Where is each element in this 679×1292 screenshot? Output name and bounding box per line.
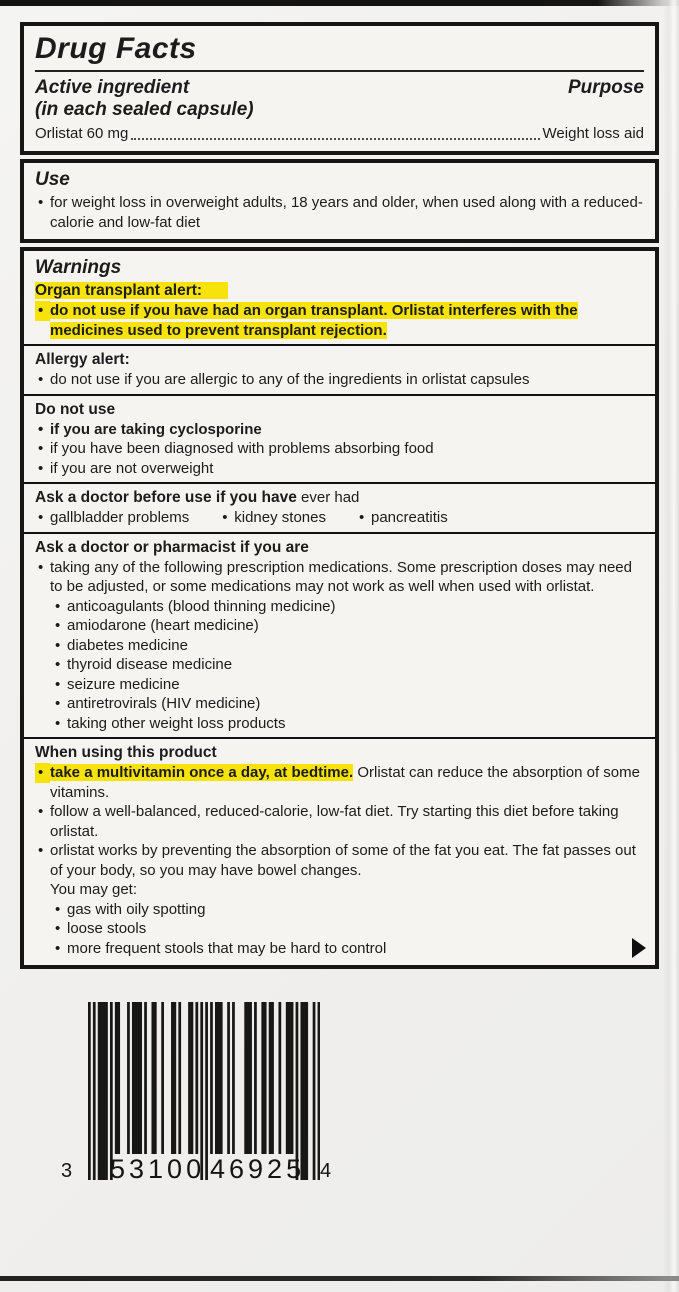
drug-facts-panel: [20, 22, 659, 973]
medication-item: • seizure medicine: [52, 675, 644, 695]
barcode-digit-left: 3: [61, 1160, 73, 1182]
drug-facts-title: Drug Facts: [35, 32, 197, 65]
medication-item: • amiodarone (heart medicine): [52, 616, 644, 636]
section-use: [20, 159, 659, 243]
ingredient-name: Orlistat 60 mg: [35, 125, 129, 142]
ask-pharmacist-heading: Ask a doctor or pharmacist if you are: [35, 538, 309, 556]
use-heading: Use: [35, 169, 70, 190]
section-warnings: [20, 247, 659, 969]
package-bottom-edge: [0, 1276, 679, 1281]
when-using-bullet-1: • take a multivitamin once a day, at bedtime. Orlistat can reduce the absorption of some vitamins.: [35, 763, 644, 802]
ask-doctor-heading: Ask a doctor before use if you have ever had: [35, 489, 360, 506]
organ-alert-bullet: • do not use if you have had an organ transplant. Orlistat interferes with the medicines used to prevent transplant rejection.: [35, 301, 644, 340]
do-not-use-bullet-3: • if you are not overweight: [35, 459, 644, 479]
allergy-alert-bullet: • do not use if you are allergic to any of the ingredients in orlistat capsules: [35, 370, 644, 390]
ask-pharmacist-intro: • taking any of the following prescription medications. Some prescription doses may need to be adjusted, or some medications may not work as well when used with orlistat.: [35, 558, 644, 597]
when-using-bullet-3: • orlistat works by preventing the absorption of some of the fat you eat. The fat passes out of your body, so you may have bowel changes.: [35, 841, 644, 880]
section-divider: [24, 482, 655, 484]
when-using-bullet-2: • follow a well-balanced, reduced-calorie, low-fat diet. Try starting this diet before taking orlistat.: [35, 802, 644, 841]
ingredient-purpose: Weight loss aid: [542, 125, 644, 142]
ask-doctor-item: • pancreatitis: [356, 508, 448, 528]
do-not-use-heading: Do not use: [35, 400, 116, 418]
ask-doctor-items: [35, 508, 644, 528]
active-ingredient-heading: [35, 77, 254, 121]
active-ingredient-line1: Active ingredient: [35, 77, 190, 98]
ingredient-row: [35, 124, 644, 144]
use-bullet: • for weight loss in overweight adults, 18 years and older, when used along with a reduced-calorie and low-fat diet: [35, 193, 644, 232]
section-divider: [24, 532, 655, 534]
section-header: [20, 22, 659, 155]
medication-item: • diabetes medicine: [52, 636, 644, 656]
side-effect-item: • gas with oily spotting: [52, 900, 644, 920]
medication-item: • antiretrovirals (HIV medicine): [52, 694, 644, 714]
side-effect-item: • loose stools: [52, 919, 644, 939]
medication-item: • taking other weight loss products: [52, 714, 644, 734]
do-not-use-bullet-1: • if you are taking cyclosporine: [35, 420, 644, 440]
organ-alert-heading: Organ transplant alert:: [35, 281, 644, 301]
purpose-heading: Purpose: [567, 77, 644, 98]
side-effect-item: • more frequent stools that may be hard to control: [52, 939, 644, 959]
barcode-digit-right: 4: [320, 1160, 332, 1182]
package-side-sheen: [663, 0, 679, 1292]
section-divider: [24, 344, 655, 346]
ask-doctor-item: • gallbladder problems: [35, 508, 189, 528]
do-not-use-bullet-2: • if you have been diagnosed with problems absorbing food: [35, 439, 644, 459]
active-ingredient-line2: (in each sealed capsule): [35, 99, 254, 120]
medication-item: • anticoagulants (blood thinning medicine): [52, 597, 644, 617]
when-using-heading: When using this product: [35, 744, 217, 761]
ask-doctor-item: • kidney stones: [219, 508, 326, 528]
active-ingredient-row: [35, 77, 644, 121]
upc-barcode: [58, 1002, 338, 1190]
section-divider: [24, 737, 655, 739]
barcode-digit-group1: 53100: [110, 1154, 206, 1184]
section-divider: [24, 394, 655, 396]
package-top-edge: [0, 0, 679, 6]
title-divider: [35, 70, 644, 72]
continuation-arrow-icon: [632, 938, 646, 958]
barcode-digit-group2: 46925: [210, 1154, 306, 1184]
warnings-heading: Warnings: [35, 257, 122, 278]
medication-item: • thyroid disease medicine: [52, 655, 644, 675]
you-may-get-label: You may get:: [50, 881, 138, 898]
allergy-alert-heading: Allergy alert:: [35, 351, 130, 368]
dot-leader: [131, 138, 539, 140]
